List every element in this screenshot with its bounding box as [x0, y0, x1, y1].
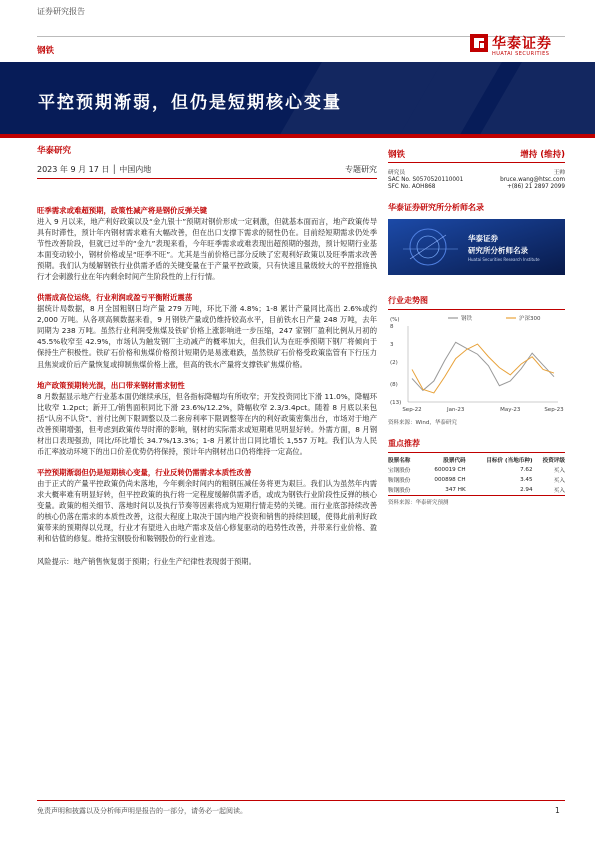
- stock-code: 000898 CH: [434, 477, 466, 483]
- chart-source: 资料来源：Wind，华泰研究: [388, 420, 457, 426]
- col-header-target: 目标价 (当地币种): [486, 458, 533, 464]
- title-banner: [0, 62, 595, 138]
- stock-name: 鞍钢股份: [388, 478, 411, 484]
- y-tick-label: (8): [390, 381, 398, 388]
- analyst-label: 研究员: [388, 169, 406, 176]
- top-picks-table: [388, 455, 565, 496]
- report-title: 平控预期渐弱，但仍是短期核心变量: [38, 93, 342, 113]
- top-picks-title: 重点推荐: [388, 438, 565, 453]
- section-heading: 旺季需求或难超预期，政策性减产将是钢价反弹关键: [37, 206, 207, 215]
- sidebar-sector: 钢铁: [388, 150, 406, 160]
- y-tick-label: 8: [390, 324, 394, 330]
- series-line-1: [412, 344, 554, 393]
- col-header-code: 股票代码: [443, 458, 466, 464]
- stock-code: 600019 CH: [434, 467, 466, 473]
- logo-text-cn: 华泰证券: [492, 36, 552, 52]
- table-row: [388, 465, 565, 475]
- col-header-name: 股票名称: [388, 458, 411, 464]
- institute-label: 华泰研究: [37, 146, 72, 156]
- col-header-rating: 投资评级: [542, 458, 565, 464]
- stock-name: 鞍钢股份: [388, 485, 420, 496]
- section-heading: 供需成高位运绕，行业利润或盈亏平衡附近震荡: [37, 293, 193, 303]
- logo-text-en: HUATAI SECURITIES: [492, 51, 550, 57]
- banner-stripe: [0, 134, 595, 138]
- picks-source: 资料来源：华泰研究预测: [388, 500, 449, 506]
- report-category: 专题研究: [345, 165, 377, 174]
- analyst-directory-title: 华泰证券研究所分析师名录: [388, 203, 484, 212]
- stock-rating: 买入: [553, 478, 565, 484]
- trend-chart: [388, 312, 565, 416]
- section-body: 进入 9 月以来，地产利好政策以及“金九银十”预期对钢价形成一定刺激，但就基本面而言，地产政策传导具有时滞性，预计年内钢材需求难有大幅改善，但在出口支撑下需求的韧性仍在。目前经短期需求仍处季节性改善阶段，但就已过半的“金九”表现来看，今年旺季需求或难表现出超预期的强劲，预计短期行业基本面变动较小，钢材价格或呈“旺季不旺”。尤其是当前价格已部分反映了宏观利好政策以及旺季需求改善预期。我们认为缓解钢铁行业供需矛盾的关键变量在于产量平控政策，只有快速且量级较大的平控措施执行才会刺激行业在年内剩余时间产生阶段性的上行行情。: [37, 217, 377, 282]
- table-header-row: [388, 455, 565, 465]
- target-price: 7.62: [520, 467, 533, 473]
- y-tick-label: 3: [390, 342, 394, 349]
- main-column: [37, 144, 377, 567]
- page-number: 1: [555, 806, 560, 815]
- target-price: 3.45: [520, 477, 533, 483]
- directory-banner-line2: 研究所分析师名录: [468, 246, 528, 255]
- huatai-logo: [470, 32, 566, 58]
- series-line-0: [412, 342, 554, 390]
- sector-tag: 钢铁: [37, 46, 55, 56]
- legend-label: 钢铁: [461, 316, 473, 322]
- stock-code: 347 HK: [420, 485, 465, 496]
- trend-chart-svg: [388, 312, 565, 416]
- table-row: [388, 485, 565, 496]
- y-tick-label: (2): [390, 360, 398, 367]
- x-tick-label: Sep-23: [544, 407, 564, 413]
- analyst-directory-banner[interactable]: [388, 219, 565, 275]
- analyst-sfc: SFC No. AOH868: [388, 183, 436, 190]
- rating-badge: 增持 (维持): [520, 150, 565, 160]
- section-heading: 平控预期渐弱但仍是短期核心变量，行业反转仍需需求本质性改善: [37, 467, 252, 477]
- footer-disclaimer: 免责声明和披露以及分析师声明是报告的一部分，请务必一起阅读。: [37, 807, 247, 815]
- stock-rating: 买入: [553, 468, 565, 474]
- meta-row: [37, 164, 377, 179]
- x-tick-label: Sep-22: [402, 407, 422, 413]
- risk-warning: 风险提示：地产销售恢复弱于预期；行业生产纪律性表现弱于预期。: [37, 557, 256, 567]
- section-body: 8 月数据显示地产行业基本面仍继续承压，但各指标降幅均有所收窄；开发投资同比下滑 11.0%，降幅环比收窄 1.2pct；新开工/销售面积同比下滑 23.6%/12.2%，降幅收窄 2.3/3.4pct。随着 8 月底以来包括“认房不认贷”、首付比例下限调整以及二套房利率下限调整等在内的利好政策密集出台，市场对于地产改善预期增强，但考虑到政策传导时滞的影响，钢材的实际需求或短期难见明显好转。外需方面，8 月钢材出口表现强劲，同比/环比增长 34.7%/13.3%；1-8 月累计出口同比增长 1,557 万吨。我们认为人民币汇率波动环境下的出口价差优势仍将保持，预计年内钢材出口仍将维持一定高位。: [37, 391, 377, 456]
- directory-banner-line3: Huatai Securities Research Institute: [468, 257, 540, 262]
- trend-chart-title: 行业走势图: [388, 295, 565, 310]
- analyst-sac: SAC No. S0570520110001: [388, 176, 464, 183]
- legend-label: 沪深300: [519, 316, 541, 322]
- sidebar: [388, 144, 565, 506]
- huatai-logo-icon: [470, 34, 488, 52]
- report-type-label: 证券研究报告: [37, 7, 85, 16]
- stock-rating: 买入: [533, 485, 565, 496]
- footer-divider: [37, 800, 565, 801]
- target-price: 2.94: [466, 485, 533, 496]
- stock-name: 宝钢股份: [388, 468, 411, 474]
- y-axis-unit: (%): [390, 317, 400, 323]
- y-tick-label: (13): [390, 400, 402, 406]
- x-tick-label: May-23: [500, 407, 521, 413]
- x-tick-label: Jan-23: [446, 407, 465, 413]
- date-region: 2023 年 9 月 17 日 │ 中国内地: [37, 165, 152, 174]
- analyst-phone: +(86) 21 2897 2099: [506, 183, 565, 190]
- table-row: [388, 475, 565, 485]
- analyst-email[interactable]: bruce.wang@htsc.com: [500, 176, 565, 183]
- section-body: 由于正式的产量平控政策仍尚未落地，今年剩余时间内的粗钢压减任务将更为艰巨。我们认为虽然年内需求大概率难有明显好转，但平控政策的执行将一定程度缓解供需矛盾，或成为钢铁行业阶段性反弹的核心变量。政策的相关细节、落地时间以及执行节奏等因素将成为短期行情走势的关键。而行业底部持续改善的核心仍落在需求的本质性改善，这很大程度上取决于国内地产投资和销售的持续回暖，使得此前利好政策带来的预期得以兑现，行业才有望进入由地产需求及信心修复驱动的趋势性改善，并带来行业价格、盈利和估值的修复。维持宝钢股份和鞍钢股份的行业首选。: [37, 478, 377, 544]
- section-heading: 地产政策预期转光混，出口带来钢材需求韧性: [37, 380, 185, 390]
- analyst-name: 王帅: [553, 169, 565, 176]
- directory-banner-line1: 华泰证券: [468, 234, 498, 243]
- section-body: 据统计局数据，8 月全国粗钢日均产量 279 万吨，环比下滑 4.8%；1-8 累计产量同比高出 2.6%或约 2,000 万吨。从各项高频数据来看，9 月钢铁产量或仍维持较高水平，目前铁水日产量 248 万吨，去年同期为 238 万吨。虽然行业利润受焦煤及铁矿价格上涨影响进一步压缩，247 家钢厂盈利比例从月初的 45.5%收窄至 42.9%，市场认为触发钢厂主动减产的概率加大，但我们认为在旺季预期下钢厂将倾向于保持生产积极性。铁矿石价格和焦煤价格预计短期仍是易涨难跌，虽然铁矿石价格受政策监管有下行压力且焦炭或价后产量恢复或抑制焦煤价格上涨，但高的铁水产量将支撑铁矿焦煤价格。: [37, 304, 377, 369]
- rating-header: [388, 144, 565, 163]
- analyst-table: [388, 166, 565, 190]
